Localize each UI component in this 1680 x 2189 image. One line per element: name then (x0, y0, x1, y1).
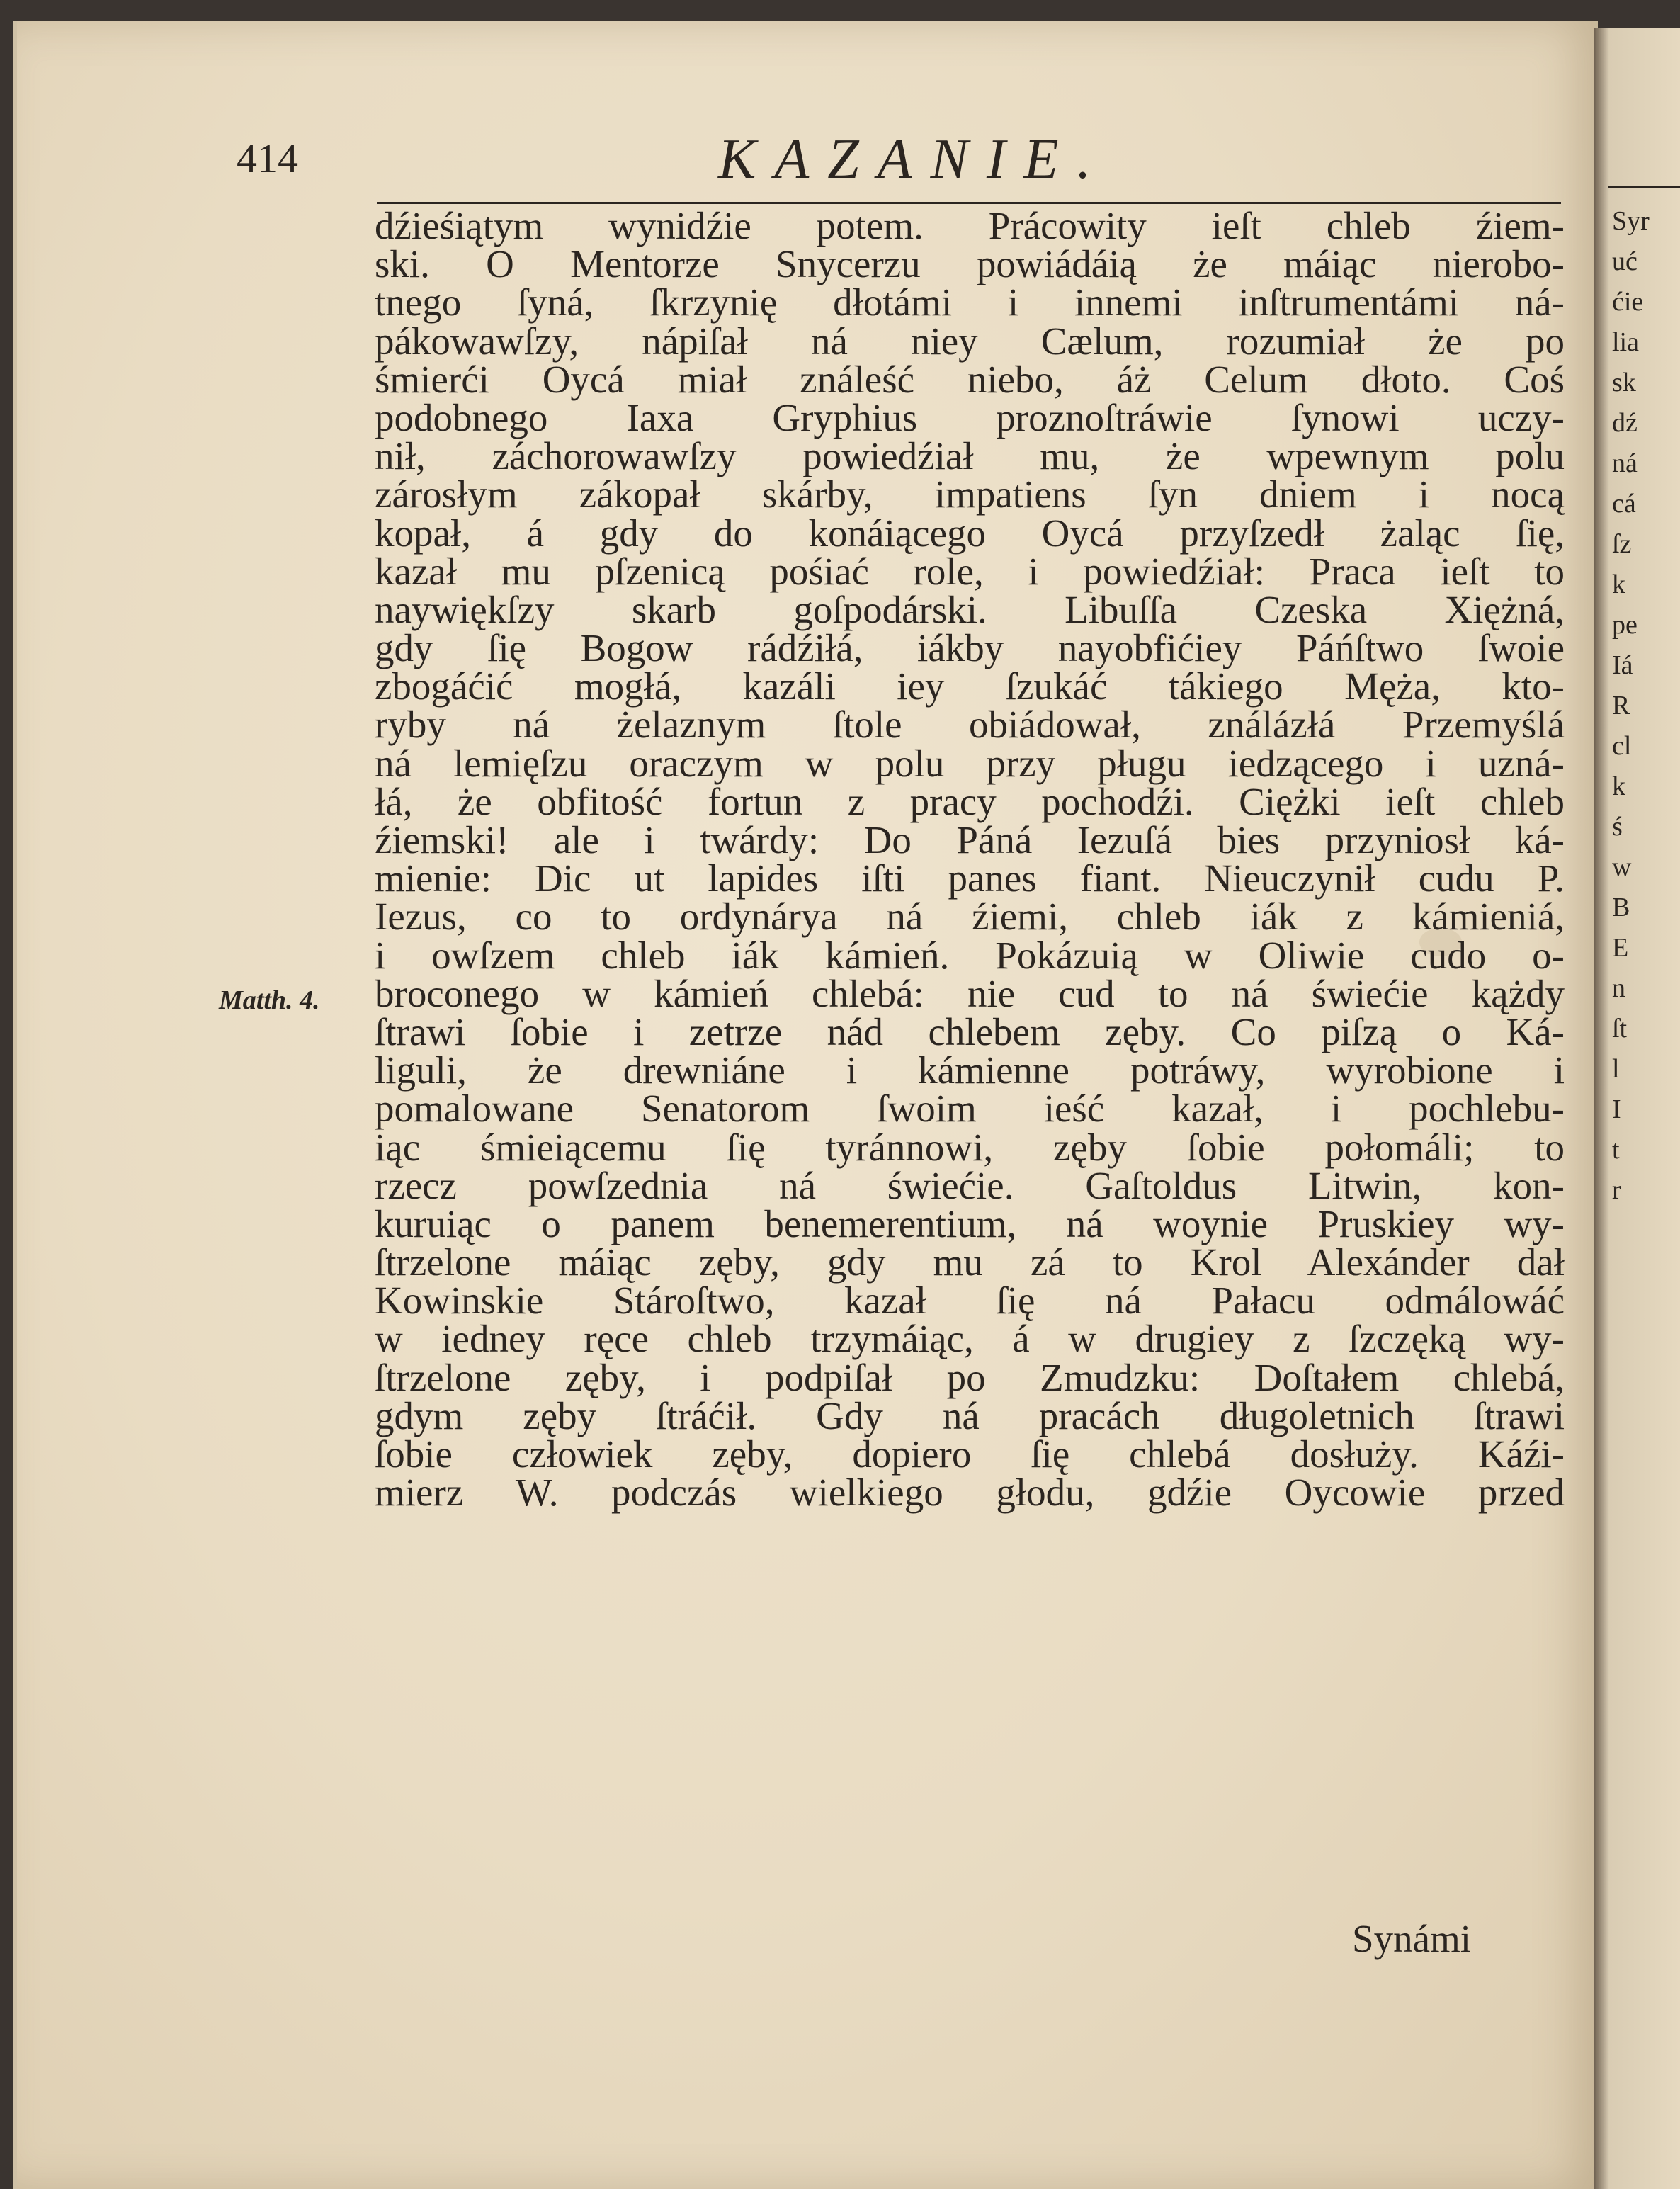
text-line: Iezus, co to ordynárya ná źiemi, chleb iák z kámieniá, (375, 895, 1565, 939)
facing-page-fragment: sk (1612, 368, 1636, 397)
facing-page-fragment: ś (1612, 812, 1623, 842)
facing-page-fragment: cá (1612, 489, 1636, 519)
text-line: gdy ſię Bogow rádźiłá, iákby nayobfićiey Páńſtwo ſwoie (375, 626, 1565, 670)
text-line: śmierći Oycá miał ználeść niebo, áż Celum dłoto. Coś (375, 357, 1565, 401)
text-line: mienie: Dic ut lapides iſti panes fiant. Nieuczynił cudu P. (375, 856, 1565, 900)
text-line: pomalowane Senatorom ſwoim ieść kazał, i pochlebu- (375, 1087, 1565, 1131)
running-head (17, 128, 1598, 191)
text-line: gdym zęby ſtráćił. Gdy ná pracách długoletnich ſtrawi (375, 1393, 1565, 1437)
text-line: Kowinskie Stároſtwo, kazał ſię ná Pałacu odmálowáć (375, 1279, 1565, 1323)
text-line: ryby ná żelaznym ſtole obiádował, ználázłá Przemyślá (375, 703, 1565, 747)
text-line: ſtrawi ſobie i zetrze nád chlebem zęby. Co piſzą o Ká- (375, 1009, 1565, 1053)
facing-page-fragment: B (1612, 893, 1630, 922)
facing-page-fragment: n (1612, 973, 1625, 1003)
body-text (375, 204, 1565, 1515)
facing-page-fragment: ſt (1612, 1014, 1628, 1043)
text-line: iąc śmieiącemu ſię tyránnowi, zęby ſobie połomáli; to (375, 1125, 1565, 1169)
text-line: i owſzem chleb iák kámień. Pokázuią w Oliwie cudo o- (375, 933, 1565, 977)
text-line: rzecz powſzednia ná świećie. Gaſtoldus Litwin, kon- (375, 1163, 1565, 1207)
facing-page-fragment: Iá (1612, 650, 1633, 680)
left-page (13, 21, 1598, 2189)
text-line: podobnego Iaxa Gryphius proznoſtráwie ſynowi uczy- (375, 395, 1565, 439)
facing-page-fragment: ćie (1612, 287, 1644, 317)
facing-page-edge (1594, 28, 1680, 2189)
margin-note: Matth. 4. (219, 985, 320, 1015)
text-line: łá, że obfitość fortun z pracy pochodźi. Ciężki ieſt chleb (375, 779, 1565, 823)
text-line: tnego ſyná, ſkrzynię dłotámi i innemi inſtrumentámi ná- (375, 281, 1565, 324)
facing-page-fragment: l (1612, 1054, 1620, 1084)
text-line: kopał, á gdy do konáiącego Oycá przyſzedł żaląc ſię, (375, 511, 1565, 555)
catchword: Synámi (1352, 1917, 1472, 1960)
running-title: KAZANIE. (718, 128, 1110, 191)
text-line: naywiękſzy skarb goſpodárski. Libuſſa Czeska Xiężná, (375, 587, 1565, 631)
facing-header-rule (1608, 186, 1680, 188)
text-line: ſtrzelone zęby, i podpiſał po Zmudzku: Doſtałem chlebá, (375, 1355, 1565, 1399)
text-line: ſtrzelone máiąc zęby, gdy mu zá to Krol Alexánder dał (375, 1240, 1565, 1284)
facing-page-fragment: t (1612, 1135, 1620, 1165)
facing-page-fragment: dź (1612, 408, 1638, 438)
text-line: ſobie człowiek zęby, dopiero ſię chlebá dosłuży. Káźi- (375, 1432, 1565, 1476)
text-line: kuruiąc o panem benemerentium, ná woynie Pruskiey wy- (375, 1201, 1565, 1245)
facing-page-fragment: k (1612, 771, 1625, 801)
text-line: broconego w kámień chlebá: nie cud to ná świećie kążdy (375, 971, 1565, 1015)
text-line: ná lemięſzu oraczym w polu przy pługu iedzącego i uzná- (375, 741, 1565, 785)
text-line: w iedney ręce chleb trzymáiąc, á w drugiey z ſzczęką wy- (375, 1317, 1565, 1361)
facing-page-fragment: Syr (1612, 206, 1650, 236)
text-line: liguli, że drewniáne i kámienne potráwy, wyrobione i (375, 1048, 1565, 1092)
facing-page-fragment: ná (1612, 448, 1638, 478)
text-line: zárosłym zákopał skárby, impatiens ſyn dniem i nocą (375, 473, 1565, 516)
facing-page-fragment: r (1612, 1175, 1621, 1205)
page-number: 414 (237, 135, 298, 181)
text-line: mierz W. podczás wielkiego głodu, gdźie Oycowie przed (375, 1471, 1565, 1515)
facing-page-fragment: R (1612, 691, 1630, 720)
text-line: pákowawſzy, nápiſał ná niey Cælum, rozumiał że po (375, 319, 1565, 363)
facing-page-fragment: w (1612, 852, 1632, 882)
facing-page-fragment: ſz (1612, 529, 1632, 559)
facing-page-fragment: E (1612, 933, 1629, 963)
facing-page-fragment: I (1612, 1094, 1621, 1124)
facing-page-fragment: k (1612, 570, 1625, 599)
text-line: nił, záchorowawſzy powiedźiał mu, że wpewnym polu (375, 434, 1565, 478)
text-line: dźieśiątym wynidźie potem. Prácowity ieſt chleb źiem- (375, 204, 1565, 247)
text-line: zbogáćić mogłá, kazáli iey ſzukáć tákiego Męża, kto- (375, 664, 1565, 708)
text-line: kazał mu pſzenicą pośiać role, i powiedźiał: Praca ieſt to (375, 549, 1565, 593)
facing-page-fragment: cl (1612, 731, 1632, 761)
facing-page-fragment: pe (1612, 610, 1638, 640)
text-line: ski. O Mentorze Snycerzu powiádáią że máiąc nierobo- (375, 242, 1565, 286)
facing-page-fragment: lia (1612, 327, 1639, 357)
facing-page-fragment: uć (1612, 247, 1638, 276)
text-line: źiemski! ale i twárdy: Do Páná Iezuſá bies przyniosł ká- (375, 818, 1565, 861)
